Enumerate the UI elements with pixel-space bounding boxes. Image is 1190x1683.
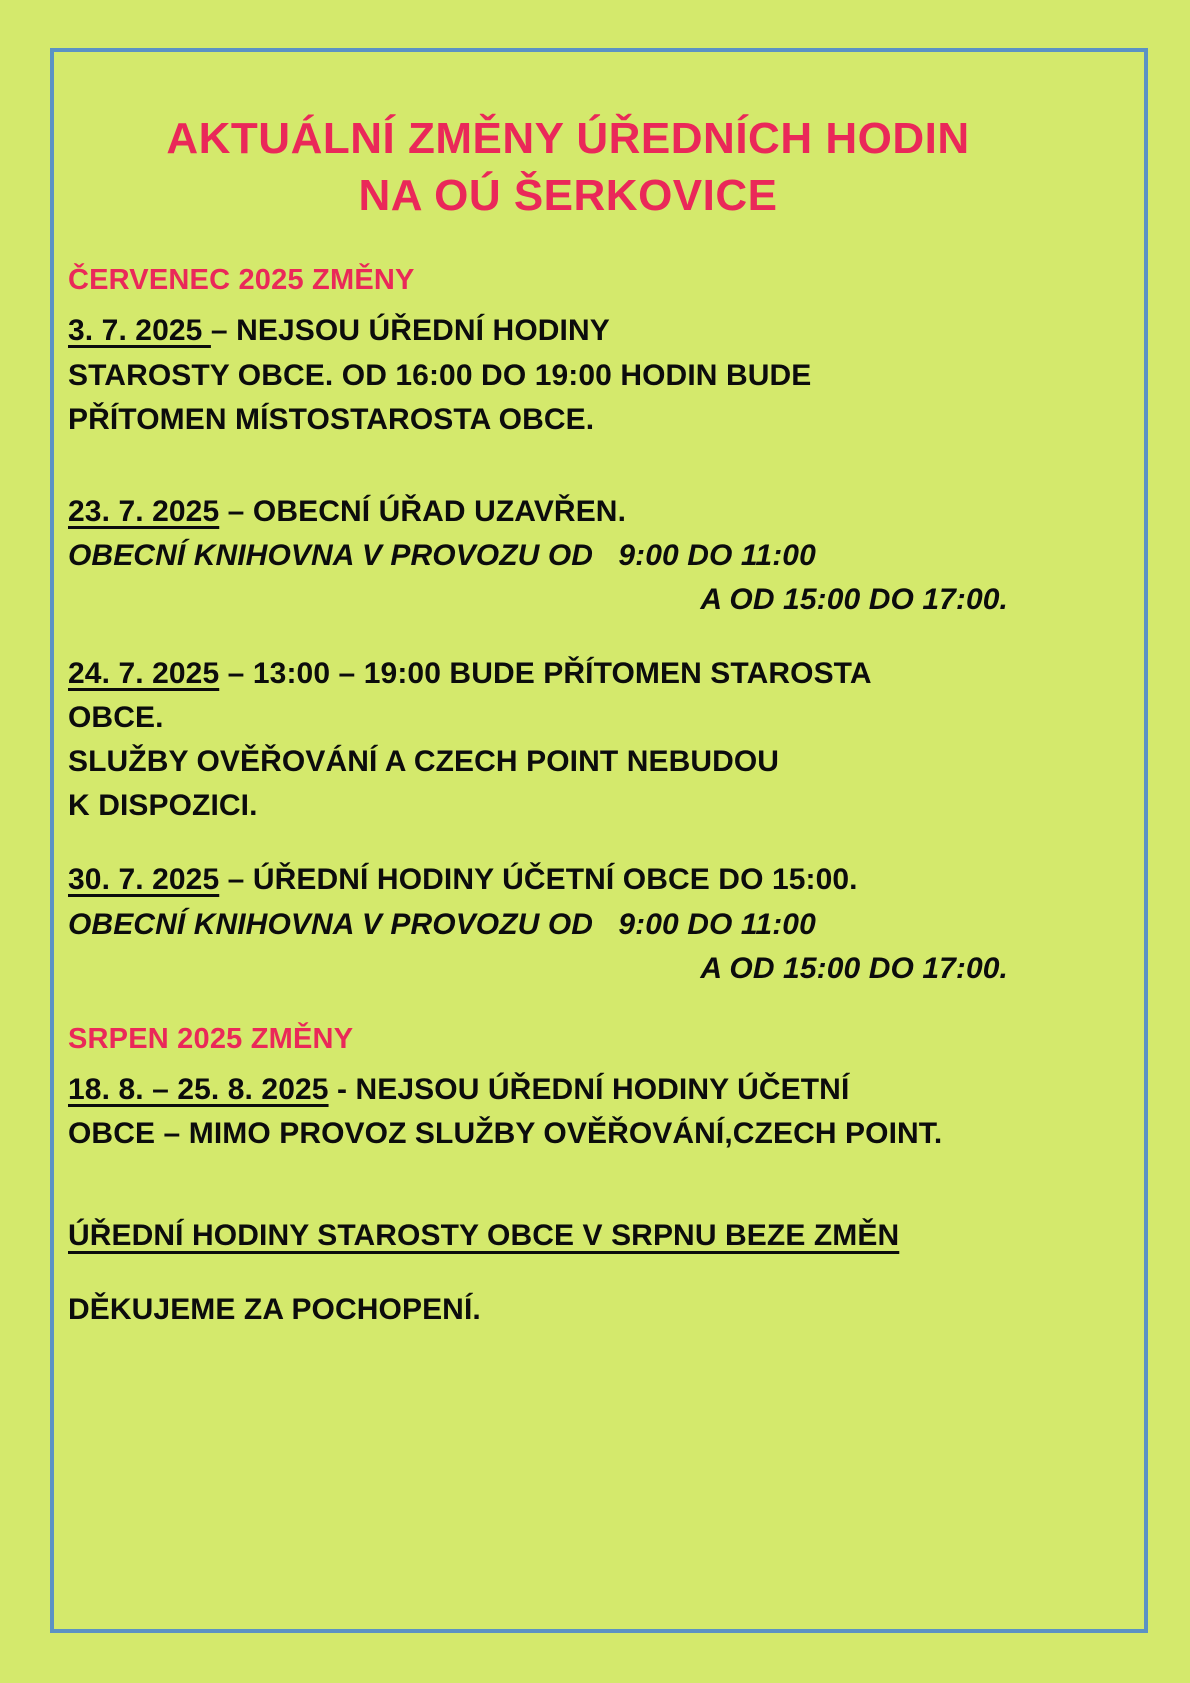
july-entry-3-line-2: OBCE. (68, 701, 164, 735)
july-entry-2-text: – OBECNÍ ÚŘAD UZAVŘEN. (219, 494, 627, 528)
july-entry-4-text: – ÚŘEDNÍ HODINY ÚČETNÍ OBCE DO 15:00. (219, 863, 858, 897)
august-entry-1-text: - NEJSOU ÚŘEDNÍ HODINY ÚČETNÍ (328, 1072, 850, 1106)
spacer (68, 1156, 1068, 1214)
footer-thanks: DĚKUJEME ZA POCHOPENÍ. (68, 1293, 481, 1327)
august-entry-1-line-2: OBCE – MIMO PROVOZ SLUŽBY OVĚŘOVÁNÍ,CZECH POINT. (68, 1116, 943, 1150)
august-entry-1-date: 18. 8. – 25. 8. 2025 (68, 1072, 329, 1106)
july-entry-1-line-3: PŘÍTOMEN MÍSTOSTAROSTA OBCE. (68, 402, 595, 436)
july-entry-1-line-1 (68, 309, 1068, 353)
spacer (68, 1258, 1068, 1288)
page-title-line-1: AKTUÁLNÍ ZMĚNY ÚŘEDNÍCH HODIN (166, 114, 970, 163)
july-entry-2-library-line-1: OBECNÍ KNIHOVNA V PROVOZU OD 9:00 DO 11:00 (68, 538, 816, 572)
july-entry-3-line-1 (68, 652, 1068, 696)
spacer (68, 299, 1068, 309)
spacer (68, 1058, 1068, 1068)
july-entry-3-line-3: SLUŽBY OVĚŘOVÁNÍ A CZECH POINT NEBUDOU (68, 745, 780, 779)
july-entry-3-text: – 13:00 – 19:00 BUDE PŘÍTOMEN STAROSTA (219, 657, 872, 691)
july-entry-2-library-line-2: A OD 15:00 DO 17:00. (700, 582, 1008, 616)
page-title (68, 110, 1068, 224)
july-entry-4-date: 30. 7. 2025 (68, 863, 220, 897)
august-note: ÚŘEDNÍ HODINY STAROSTY OBCE V SRPNU BEZE ZMĚN (68, 1219, 900, 1252)
page-title-line-2: NA OÚ ŠERKOVICE (358, 171, 778, 221)
july-entry-1-date: 3. 7. 2025 (68, 314, 211, 348)
august-entry-1-line-1 (68, 1068, 1068, 1112)
july-entry-2-date: 23. 7. 2025 (68, 494, 220, 528)
july-entry-4-library-line-2: A OD 15:00 DO 17:00. (700, 951, 1008, 985)
spacer (68, 224, 1068, 262)
spacer (68, 991, 1068, 1021)
july-entry-1-text: – NEJSOU ÚŘEDNÍ HODINY (210, 314, 610, 348)
section-heading-august: SRPEN 2025 ZMĚNY (68, 1022, 354, 1055)
section-heading-july: ČERVENEC 2025 ZMĚNY (68, 264, 415, 297)
july-entry-4-line-1 (68, 858, 1068, 902)
july-entry-3-date: 24. 7. 2025 (68, 657, 220, 691)
spacer (68, 828, 1068, 858)
spacer (68, 442, 1068, 490)
july-entry-3-line-4: K DISPOZICI. (68, 789, 258, 823)
spacer (68, 622, 1068, 652)
poster-content (68, 110, 1068, 1332)
july-entry-2-line-1 (68, 490, 1068, 534)
july-entry-1-line-2: STAROSTY OBCE. OD 16:00 DO 19:00 HODIN BUDE (68, 358, 812, 392)
july-entry-4-library-line-1: OBECNÍ KNIHOVNA V PROVOZU OD 9:00 DO 11:00 (68, 907, 816, 941)
